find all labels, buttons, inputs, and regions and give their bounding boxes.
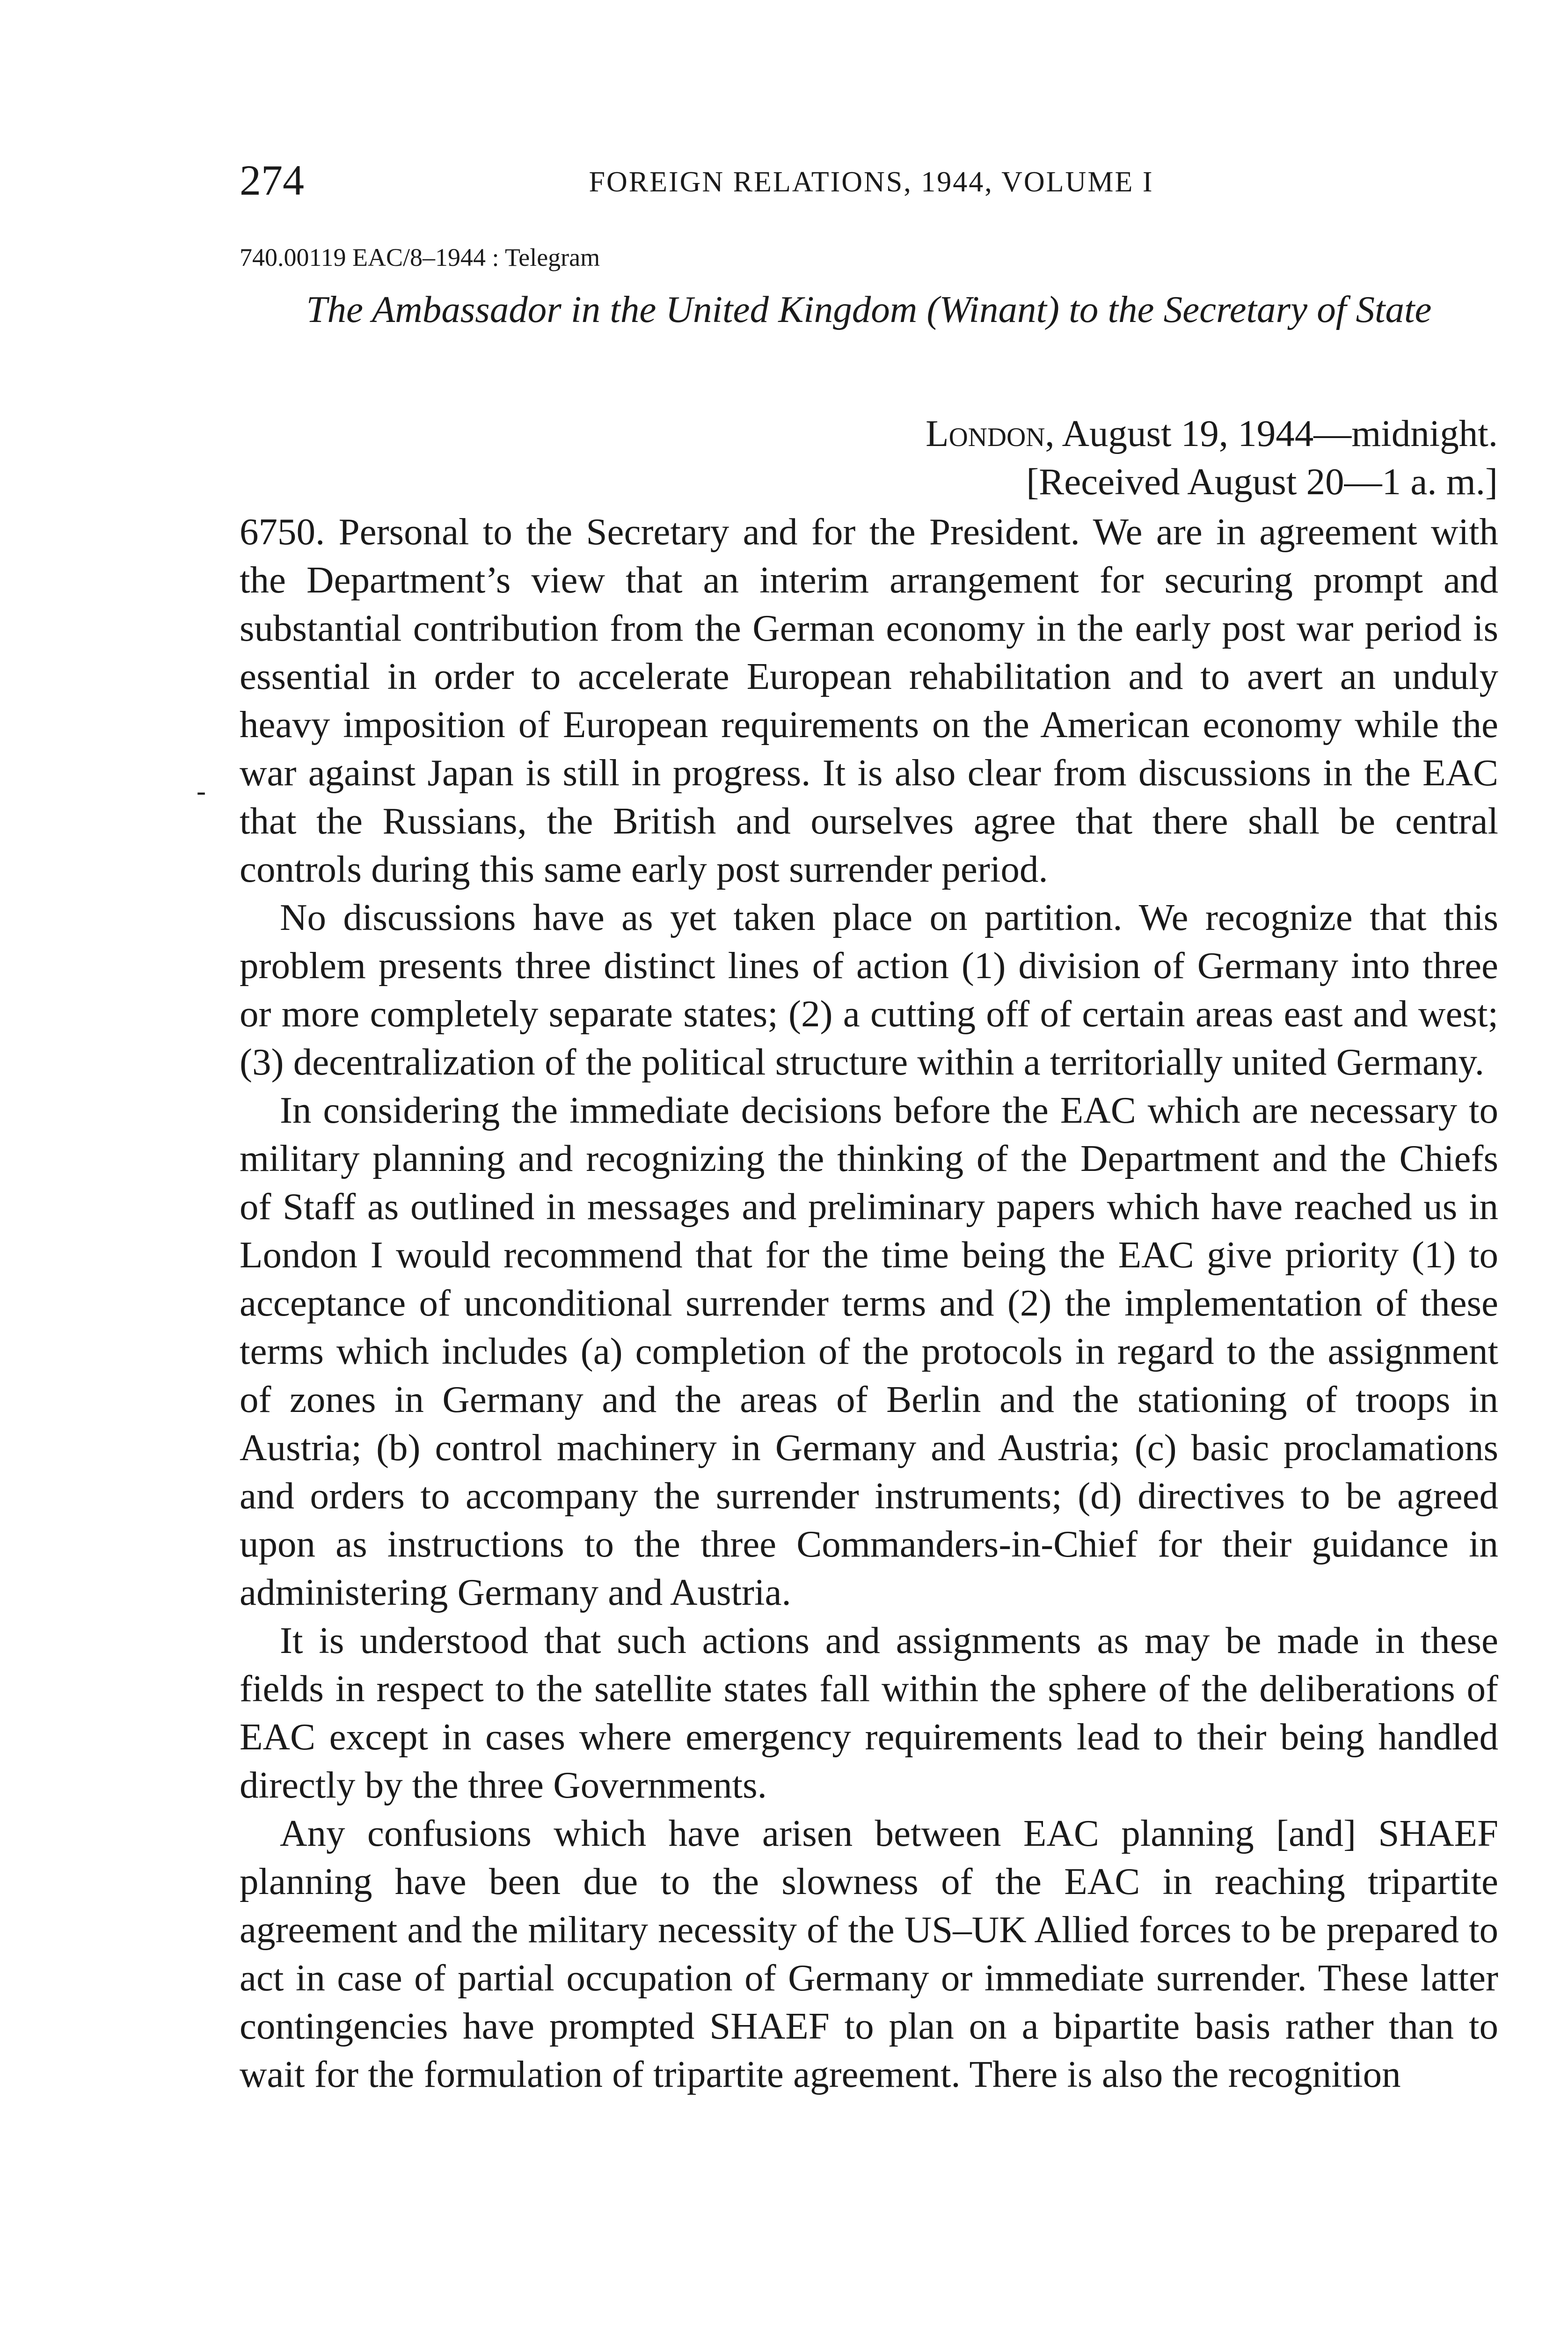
document-reference: 740.00119 EAC/8–1944 : Telegram <box>240 243 600 271</box>
margin-mark: - <box>197 775 206 806</box>
paragraph: 6750. Personal to the Secretary and for the President. We are in agreement with the Department’s view that an interim arrangement for securing prompt and substantial contribution from the German economy in the early post war period is essential in order to accelerate European rehabilitation and to avert an unduly heavy imposition of European requirements on the American economy while the war against Japan is still in progress. It is also clear from discussions in the EAC that the Russians, the British and ourselves agree that there shall be central controls during this same early post surrender period. <box>240 511 1498 890</box>
dateline-received: [Received August 20—1 a. m.] <box>1026 461 1498 503</box>
paragraph: In considering the immediate decisions before the EAC which are necessary to military planning and recognizing the thinking of the Department and the Chiefs of Staff as outlined in messages and preliminary papers which have reached us in London I would recommend that for the time being the EAC give priority (1) to acceptance of unconditional surrender terms and (2) the implementation of these terms which includes (a) completion of the protocols in regard to the assignment of zones in Germany and the areas of Berlin and the stationing of troops in Austria; (b) control machinery in Germany and Austria; (c) basic proclamations and orders to accompany the surrender instruments; (d) directives to be agreed upon as instructions to the three Commanders-in-Chief for their guidance in administering Germany and Austria. <box>240 1089 1498 1613</box>
dateline <box>926 410 1498 506</box>
paragraph: Any confusions which have arisen between EAC planning [and] SHAEF planning have been due to the slowness of the EAC in reaching tripartite agreement and the military necessity of the US–UK Allied forces to be prepared to act in case of partial occupation of Germany or immediate surrender. These latter contingencies have prompted SHAEF to plan on a bipartite basis rather than to wait for the formulation of tripartite agreement. There is also the recognition <box>240 1812 1498 2095</box>
running-title: FOREIGN RELATIONS, 1944, VOLUME I <box>589 166 1154 198</box>
dateline-sent <box>926 410 1498 458</box>
page-number: 274 <box>240 156 304 204</box>
document-title: The Ambassador in the United Kingdom (Winant) to the Secretary of State <box>306 288 1432 330</box>
paragraph: No discussions have as yet taken place on partition. We recognize that this problem presents three distinct lines of action (1) division of Germany into three or more completely separate states; (2) a cutting off of certain areas east and west; (3) decentralization of the political structure within a territorially united Germany. <box>240 896 1498 1083</box>
paragraph: It is understood that such actions and assignments as may be made in these fields in respect to the satellite states fall within the sphere of the deliberations of EAC except in cases where emergency requirements lead to their being handled directly by the three Governments. <box>240 1619 1498 1806</box>
body-text <box>240 508 1498 2099</box>
dateline-place: London <box>926 412 1045 454</box>
running-head <box>240 154 1503 211</box>
dateline-date: , August 19, 1944—midnight. <box>1045 412 1498 454</box>
